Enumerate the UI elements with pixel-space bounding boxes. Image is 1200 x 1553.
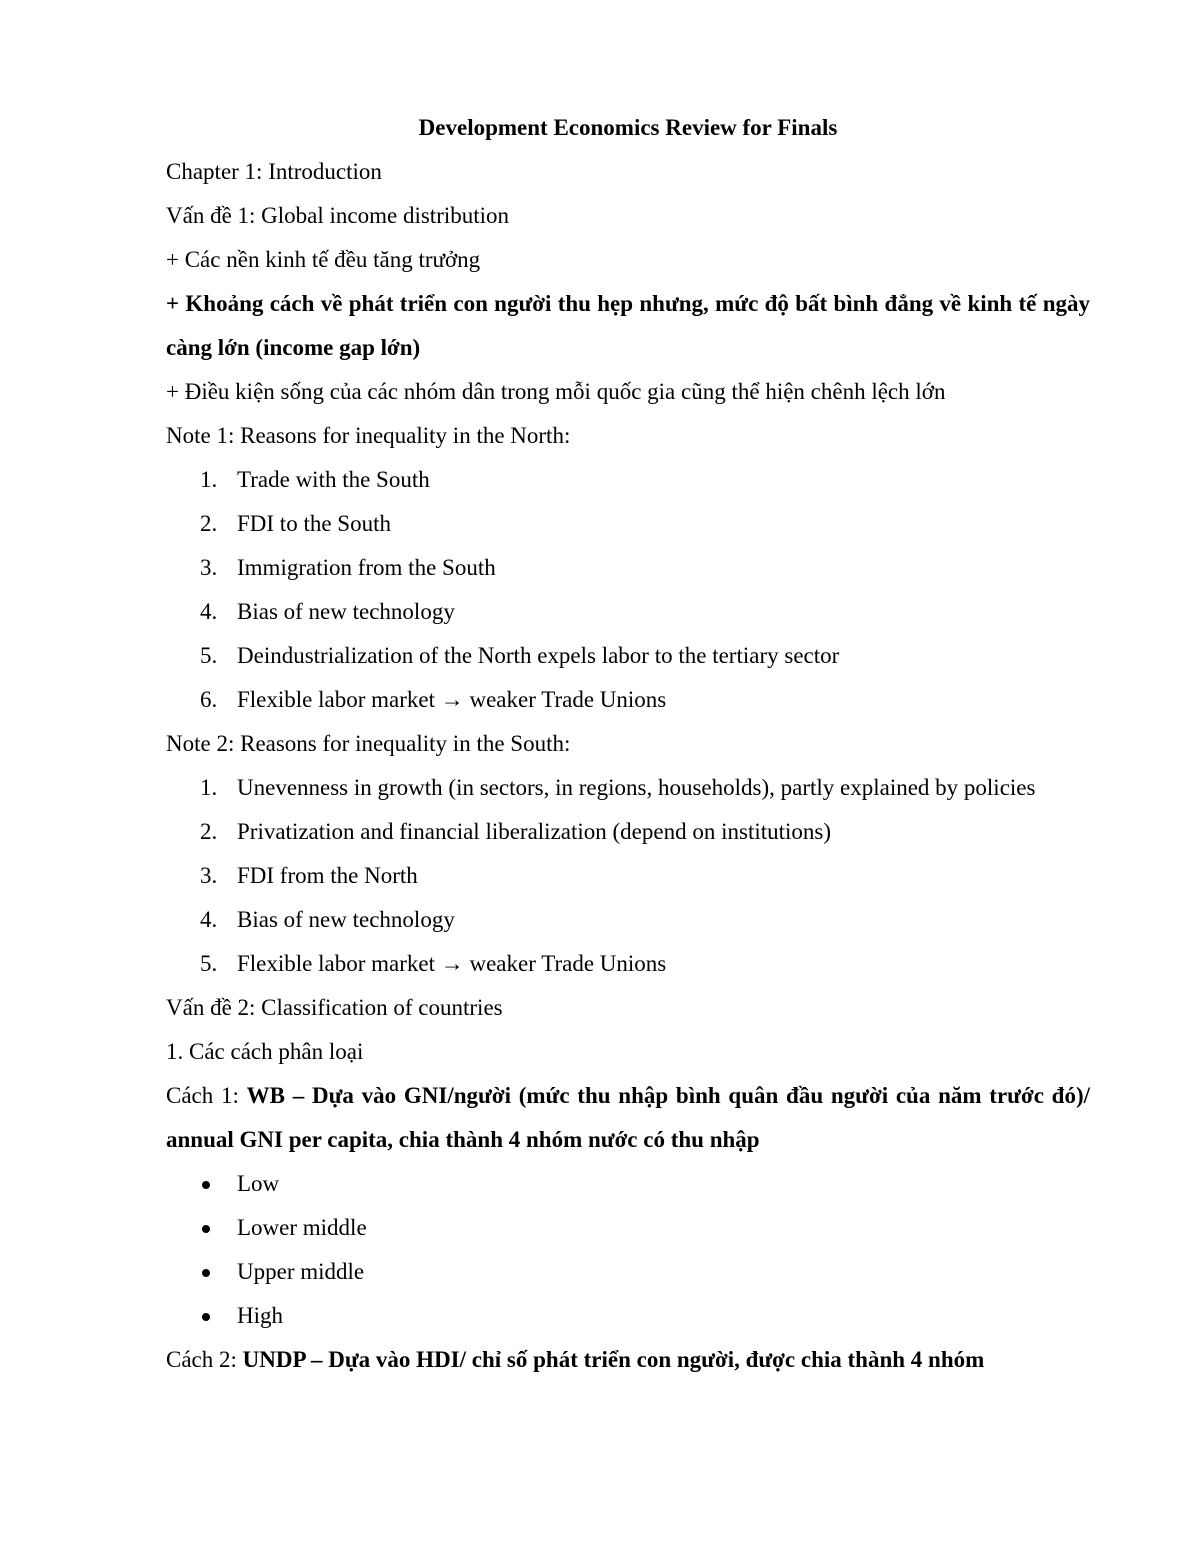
list-item [166,1294,1090,1338]
method-2-paragraph [166,1338,1090,1382]
list-item [166,1250,1090,1294]
list-item [166,590,1090,634]
method-1-paragraph [166,1074,1090,1162]
list-item-text: Low [237,1171,280,1196]
list-number: 3. [200,863,218,888]
method-2-bold-text: UNDP – Dựa vào HDI/ chỉ số phát triển con người, được chia thành 4 nhóm [242,1347,985,1372]
list-item-text: Immigration from the South [237,555,496,580]
list-item [166,810,1090,854]
list-item-text: Bias of new technology [237,599,455,624]
list-item [166,898,1090,942]
point-3: + Điều kiện sống của các nhóm dân trong mỗi quốc gia cũng thể hiện chênh lệch lớn [166,379,946,404]
document-title: Development Economics Review for Finals [418,115,838,140]
note-1-heading: Note 1: Reasons for inequality in the North: [166,423,571,448]
list-item-text: Deindustrialization of the North expels labor to the tertiary sector [237,643,840,668]
list-item-text: Flexible labor market → weaker Trade Unions [237,951,667,976]
section-1-heading: 1. Các cách phân loại [166,1039,364,1064]
list-item-text: Bias of new technology [237,907,455,932]
list-number: 5. [200,643,218,668]
list-number: 3. [200,555,218,580]
list-item [166,502,1090,546]
list-item-text: Trade with the South [237,467,430,492]
list-item [166,854,1090,898]
list-item-text: Unevenness in growth (in sectors, in regions, households), partly explained by policies [237,775,1036,800]
list-number: 1. [200,775,218,800]
bullet-icon [202,1225,210,1233]
bullet-icon [202,1313,210,1321]
list-number: 4. [200,599,218,624]
point-2-bold: + Khoảng cách về phát triển con người thu hẹp nhưng, mức độ bất bình đẳng về kinh tế ngày càng lớn (income gap lớn) [166,291,1090,360]
list-item-text: Flexible labor market → weaker Trade Unions [237,687,667,712]
bullet-icon [202,1269,210,1277]
income-group-list [166,1162,1090,1338]
note-2-heading: Note 2: Reasons for inequality in the South: [166,731,571,756]
list-number: 6. [200,687,218,712]
list-item-text: Upper middle [237,1259,365,1284]
list-item [166,942,1090,986]
chapter-heading: Chapter 1: Introduction [166,159,382,184]
issue-1-heading: Vấn đề 1: Global income distribution [166,203,510,228]
list-number: 2. [200,819,218,844]
list-item-text: FDI to the South [237,511,391,536]
list-item [166,766,1090,810]
list-item-text: Privatization and financial liberalization (depend on institutions) [237,819,832,844]
list-number: 5. [200,951,218,976]
list-item-text: High [237,1303,283,1328]
note-2-list [166,766,1090,986]
list-item-text: FDI from the North [237,863,418,888]
method-1-prefix: Cách 1: [166,1083,247,1108]
list-item [166,1162,1090,1206]
issue-2-heading: Vấn đề 2: Classification of countries [166,995,503,1020]
list-item [166,634,1090,678]
bullet-icon [202,1181,210,1189]
point-1: + Các nền kinh tế đều tăng trưởng [166,247,481,272]
method-1-bold-text: WB – Dựa vào GNI/người (mức thu nhập bình quân đầu người của năm trước đó)/ annual GNI per capita, chia thành 4 nhóm nước có thu nhập [166,1083,1090,1152]
list-number: 2. [200,511,218,536]
list-item-text: Lower middle [237,1215,367,1240]
list-item [166,678,1090,722]
list-number: 4. [200,907,218,932]
list-item [166,546,1090,590]
list-number: 1. [200,467,218,492]
list-item [166,458,1090,502]
document-body [166,106,1090,1382]
note-1-list [166,458,1090,722]
list-item [166,1206,1090,1250]
method-2-prefix: Cách 2: [166,1347,243,1372]
